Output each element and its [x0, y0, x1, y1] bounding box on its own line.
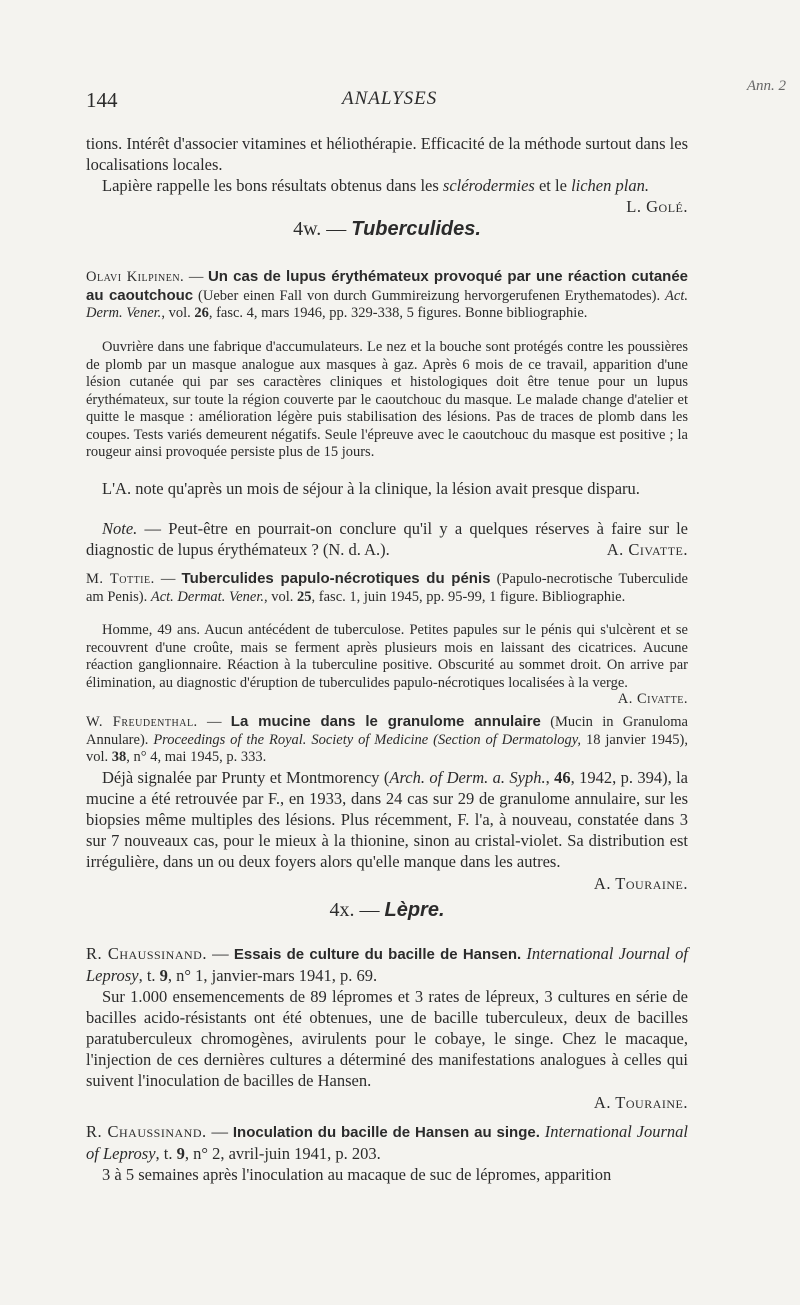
- signature: A. Civatte.: [606, 540, 688, 559]
- note-text: — Peut-être en pourrait-on conclure qu'il y a quelques réserves à faire sur le diagnostic de lupus érythémateux ? (N. d. A.).: [86, 519, 688, 559]
- article-body: Déjà signalée par Prunty et Montmorency (: [102, 768, 390, 787]
- journal-name: Act. Dermat. Vener.: [150, 588, 264, 605]
- section-heading-4x: [86, 899, 688, 922]
- article-1-note-1: [86, 478, 688, 499]
- year-marker: Ann. 2: [746, 78, 786, 94]
- intro-paragraph-2: [86, 175, 688, 196]
- ref-text: 18 janvier 1945), vol.: [86, 731, 688, 765]
- ref-text: , vol.: [161, 305, 195, 321]
- journal-name: International Journal of Leprosy: [86, 944, 688, 985]
- article-1-reference: [86, 268, 688, 323]
- article-title: La mucine dans le granulome annulaire: [230, 713, 541, 730]
- dash: —: [197, 714, 231, 730]
- volume-number: 26: [194, 305, 209, 321]
- section-number: 4x. —: [329, 899, 385, 921]
- signature: A. Civatte.: [617, 691, 688, 707]
- ref-text: , fasc. 1, juin 1945, pp. 95-99, 1 figure. Bibliographie.: [311, 588, 626, 605]
- running-title: ANALYSES: [342, 88, 438, 109]
- volume-number: 9: [159, 966, 168, 985]
- ref-text: , n° 1, janvier-mars 1941, p. 69.: [167, 966, 378, 985]
- note-label: Note.: [102, 519, 138, 538]
- ref-text: , t.: [138, 966, 160, 985]
- article-author: W. Freudenthal.: [86, 714, 198, 730]
- section-heading-4w: [86, 218, 688, 241]
- note-text: L'A. note qu'après un mois de séjour à la clinique, la lésion avait presque disparu.: [102, 479, 640, 498]
- article-title: Essais de culture du bacille de Hansen.: [233, 946, 522, 963]
- page-number: 144: [86, 88, 118, 112]
- article-1-body: [86, 339, 688, 462]
- intro-text: tions. Intérêt d'associer vitamines et héliothérapie. Efficacité de la méthode surtout dans les localisations locales.: [86, 134, 688, 174]
- running-head: [86, 78, 786, 114]
- intro-signature: [86, 196, 688, 217]
- intro-text-2: Lapière rappelle les bons résultats obtenus dans les: [102, 176, 443, 195]
- dash: —: [184, 269, 208, 285]
- article-2-body: [86, 622, 688, 692]
- intro-term-2: lichen plan.: [571, 176, 649, 195]
- section-name: Tuberculides.: [351, 218, 481, 240]
- article-body: Ouvrière dans une fabrique d'accumulateurs. Le nez et la bouche sont protégés contre les poussières de plomb par un masque analogue aux masques à gaz. Après 6 mois de ce travail, apparition d'une lésion cutanée qui par ses caractères cliniques et histologiques doit être tenue pour un lupus érythémateux, sur toute la région couverte par le caoutchouc du masque. Le malade change d'atelier et quitte le masque : amélioration légère puis stabilisation des lésions. Pas de traces de plomb dans les coupes. Tests variés demeurent négatifs. Seule l'épreuve avec le caoutchouc du masque est positive ; la rougeur ainsi provoquée persiste plus de 15 jours.: [86, 339, 688, 460]
- intro-term-1: sclérodermies: [442, 176, 535, 195]
- article-3-body: [86, 767, 688, 872]
- article-2-reference: [86, 570, 688, 606]
- ref-text: , vol.: [264, 588, 298, 605]
- dash: —: [206, 944, 234, 963]
- volume-number: 9: [176, 1144, 185, 1163]
- article-body: 3 à 5 semaines après l'inoculation au macaque de suc de lépromes, apparition: [102, 1165, 612, 1184]
- ref-text: , n° 2, avril-juin 1941, p. 203.: [184, 1144, 381, 1163]
- journal-name: Proceedings of the Royal. Society of Medicine (Section of Dermatology,: [153, 731, 582, 748]
- article-4-signature: [86, 1092, 688, 1113]
- original-title: (Mucin in Granuloma Annulare).: [86, 714, 688, 748]
- journal-name: Arch. of Derm. a. Syph.: [389, 768, 546, 787]
- intro-text-3: et le: [534, 176, 572, 195]
- intro-paragraph: [86, 133, 688, 175]
- ref-text: , t.: [155, 1144, 177, 1163]
- article-title: Un cas de lupus érythémateux provoqué par une réaction cutanée au caoutchouc: [86, 268, 689, 304]
- article-5-reference: [86, 1121, 688, 1164]
- article-3-signature: [86, 873, 688, 894]
- volume-number: 46: [554, 768, 571, 787]
- signature: A. Touraine.: [593, 874, 688, 893]
- article-2-signature: [86, 691, 688, 709]
- signature: L. Golé.: [626, 197, 688, 216]
- article-4-reference: [86, 943, 688, 986]
- article-3-reference: [86, 713, 688, 767]
- journal-name: Act. Derm. Vener.: [86, 287, 688, 321]
- article-body: Homme, 49 ans. Aucun antécédent de tuberculose. Petites papules sur le pénis qui s'ulcèrent et se recouvrent d'une croûte, mais se ferment après plusieurs mois en laissant des cicatrices. Aucune réaction ganglionnaire. Réaction à la tuberculine positive. Obscurité au sommet droit. On arrive par élimination, au diagnostic d'éruption de tuberculides papulo-nécrotiques localisées à la verge.: [86, 622, 688, 691]
- dash: —: [206, 1122, 233, 1141]
- signature: A. Touraine.: [593, 1093, 688, 1112]
- original-title: (Ueber einen Fall von durch Gummireizung hervorgerufenen Erythematodes).: [193, 287, 666, 304]
- article-author: R. Chaussinand.: [86, 944, 207, 963]
- ref-text: , fasc. 4, mars 1946, pp. 329-338, 5 figures. Bonne bibliographie.: [208, 305, 588, 321]
- article-body: ,: [545, 768, 555, 787]
- volume-number: 38: [111, 749, 127, 765]
- article-title: Tuberculides papulo-nécrotiques du pénis: [181, 570, 491, 587]
- section-number: 4w. —: [293, 218, 352, 240]
- section-name: Lèpre.: [384, 899, 445, 921]
- volume-number: 25: [297, 588, 312, 605]
- article-author: R. Chaussinand.: [86, 1122, 207, 1141]
- article-title: Inoculation du bacille de Hansen au singe.: [232, 1124, 540, 1141]
- article-author: Olavi Kilpinen.: [86, 269, 185, 285]
- article-5-body: [86, 1164, 688, 1185]
- article-author: M. Tottie.: [86, 571, 155, 587]
- journal-name: International Journal of Leprosy: [86, 1122, 689, 1163]
- dash: —: [154, 571, 182, 587]
- article-1-signature: [86, 539, 688, 560]
- article-body: Sur 1.000 ensemencements de 89 lépromes et 3 rates de lépreux, 3 cultures en série de bacilles acido-résistants ont été obtenues, une de bacille tuberculeux, deux de bacilles paratuberculeux chromogènes, avirulents pour le cobaye, le singe. Chez le macaque, l'injection de ces dernières cultures a déterminé des manifestations analogues à celles qui suivent l'inoculation de bacilles de Hansen.: [86, 987, 688, 1090]
- original-title: (Papulo-necrotische Tuberculide am Penis).: [86, 571, 688, 605]
- article-4-body: [86, 986, 688, 1091]
- ref-text: , n° 4, mai 1945, p. 333.: [126, 749, 267, 765]
- article-body: , 1942, p. 394), la mucine a été retrouvée par F., en 1933, dans 24 cas sur 29 de granulome annulaire, sur les biopsies même multiples des lésions. Plus récemment, F. l'a, à nouveau, constatée dans 3 sur 7 nouveaux cas, pour le mieux à la thionine, sinon au cristal-violet. Sa distribution est irrégulière, dans un ou deux foyers alors qu'elle manque dans les autres.: [86, 768, 688, 871]
